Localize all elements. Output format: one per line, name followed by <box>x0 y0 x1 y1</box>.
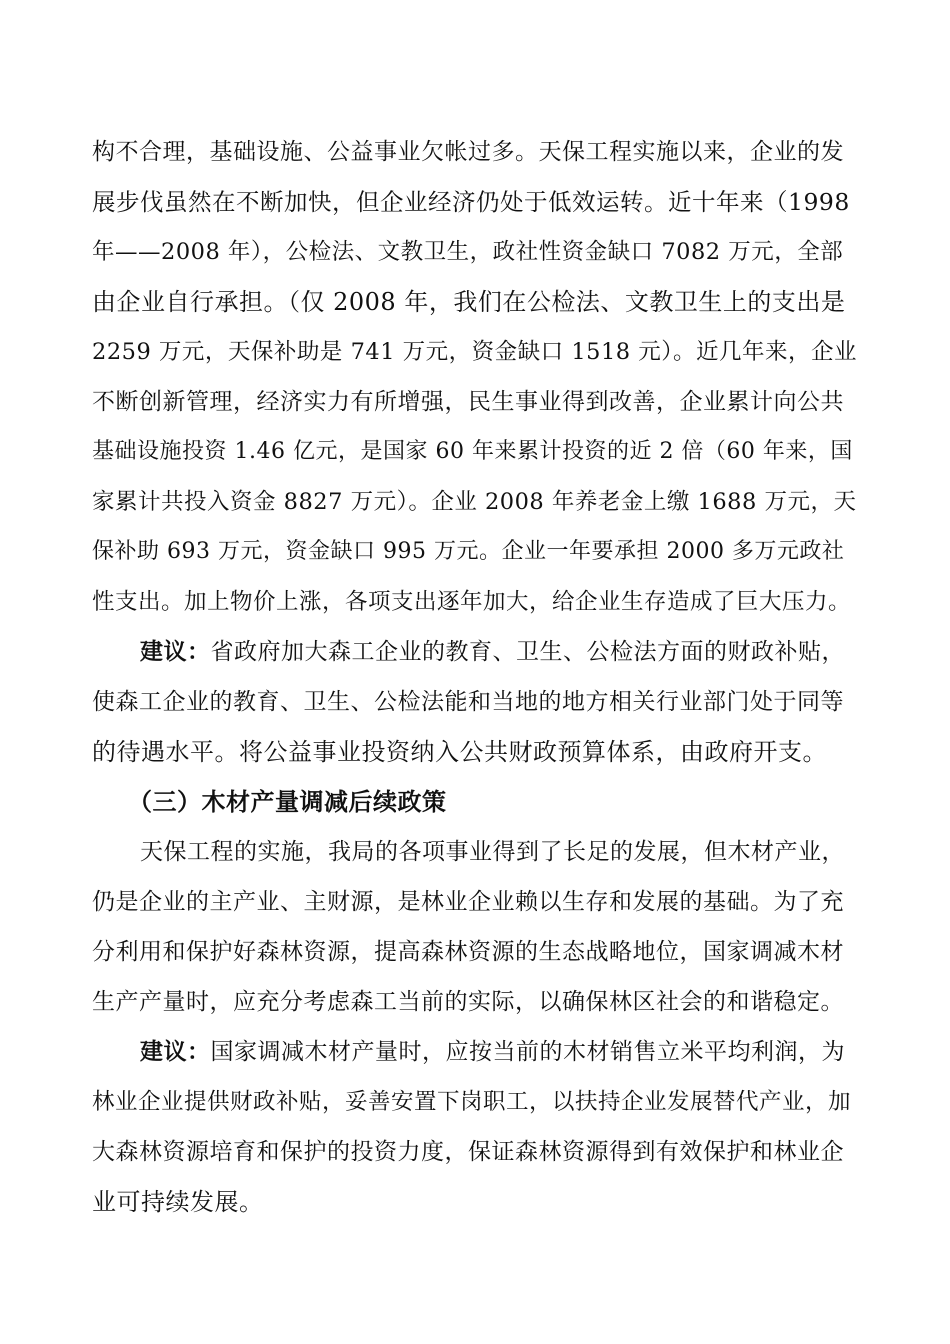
paragraph1-line-1: 构不合理，基础设施、公益事业欠帐过多。天保工程实施以来，企业的发 <box>92 139 844 165</box>
paragraph2-line-3: 分利用和保护好森林资源，提高森林资源的生态战略地位，国家调减木材 <box>92 939 844 965</box>
suggestion1-first-text: 省政府加大森工企业的教育、卫生、公检法方面的财政补贴， <box>210 639 845 665</box>
paragraph1-line-3: 年——2008 年），公检法、文教卫生，政社性资金缺口 7082 万元，全部 <box>92 239 844 265</box>
paragraph2-line-2: 仍是企业的主产业、主财源，是林业企业赖以生存和发展的基础。为了充 <box>92 889 844 915</box>
section-heading: （三）木材产量调减后续政策 <box>128 787 447 816</box>
paragraph1-line-10: 性支出。加上物价上涨，各项支出逐年加大，给企业生存造成了巨大压力。 <box>92 589 852 615</box>
suggestion2-line-2: 林业企业提供财政补贴，妥善安置下岗职工，以扶持企业发展替代产业，加 <box>92 1089 852 1115</box>
suggestion2-first-text: 国家调减木材产量时，应按当前的木材销售立米平均利润，为 <box>210 1039 845 1065</box>
paragraph2-line-4: 生产产量时，应充分考虑森工当前的实际，以确保林区社会的和谐稳定。 <box>92 989 844 1015</box>
paragraph2-line-1: 天保工程的实施，我局的各项事业得到了长足的发展，但木材产业， <box>140 839 845 865</box>
suggestion2-label: 建议： <box>140 1038 211 1065</box>
paragraph1-line-5: 2259 万元，天保补助是 741 万元，资金缺口 1518 元）。近几年来，企业 <box>92 339 857 365</box>
paragraph1-line-9: 保补助 693 万元，资金缺口 995 万元。企业一年要承担 2000 多万元政社 <box>92 539 845 564</box>
paragraph1-line-6: 不断创新管理，经济实力有所增强，民生事业得到改善，企业累计向公共 <box>92 389 844 415</box>
suggestion2-first-line <box>140 1037 845 1067</box>
suggestion1-first-line <box>140 637 845 667</box>
paragraph1-line-7: 基础设施投资 1.46 亿元，是国家 60 年来累计投资的近 2 倍（60 年来，国 <box>92 439 853 464</box>
suggestion1-line-3: 的待遇水平。将公益事业投资纳入公共财政预算体系，由政府开支。 <box>92 738 827 766</box>
suggestion2-line-3: 大森林资源培育和保护的投资力度，保证森林资源得到有效保护和林业企 <box>92 1139 844 1165</box>
suggestion1-line-2: 使森工企业的教育、卫生、公检法能和当地的地方相关行业部门处于同等 <box>92 689 844 715</box>
paragraph1-line-8: 家累计共投入资金 8827 万元）。企业 2008 年养老金上缴 1688 万元，天 <box>92 489 857 515</box>
paragraph1-line-4: 由企业自行承担。（仅 2008 年，我们在公检法、文教卫生上的支出是 <box>92 288 846 316</box>
suggestion1-label: 建议： <box>140 638 211 665</box>
suggestion2-line-4: 业可持续发展。 <box>92 1188 264 1216</box>
paragraph1-line-2: 展步伐虽然在不断加快，但企业经济仍处于低效运转。近十年来（1998 <box>92 188 850 216</box>
